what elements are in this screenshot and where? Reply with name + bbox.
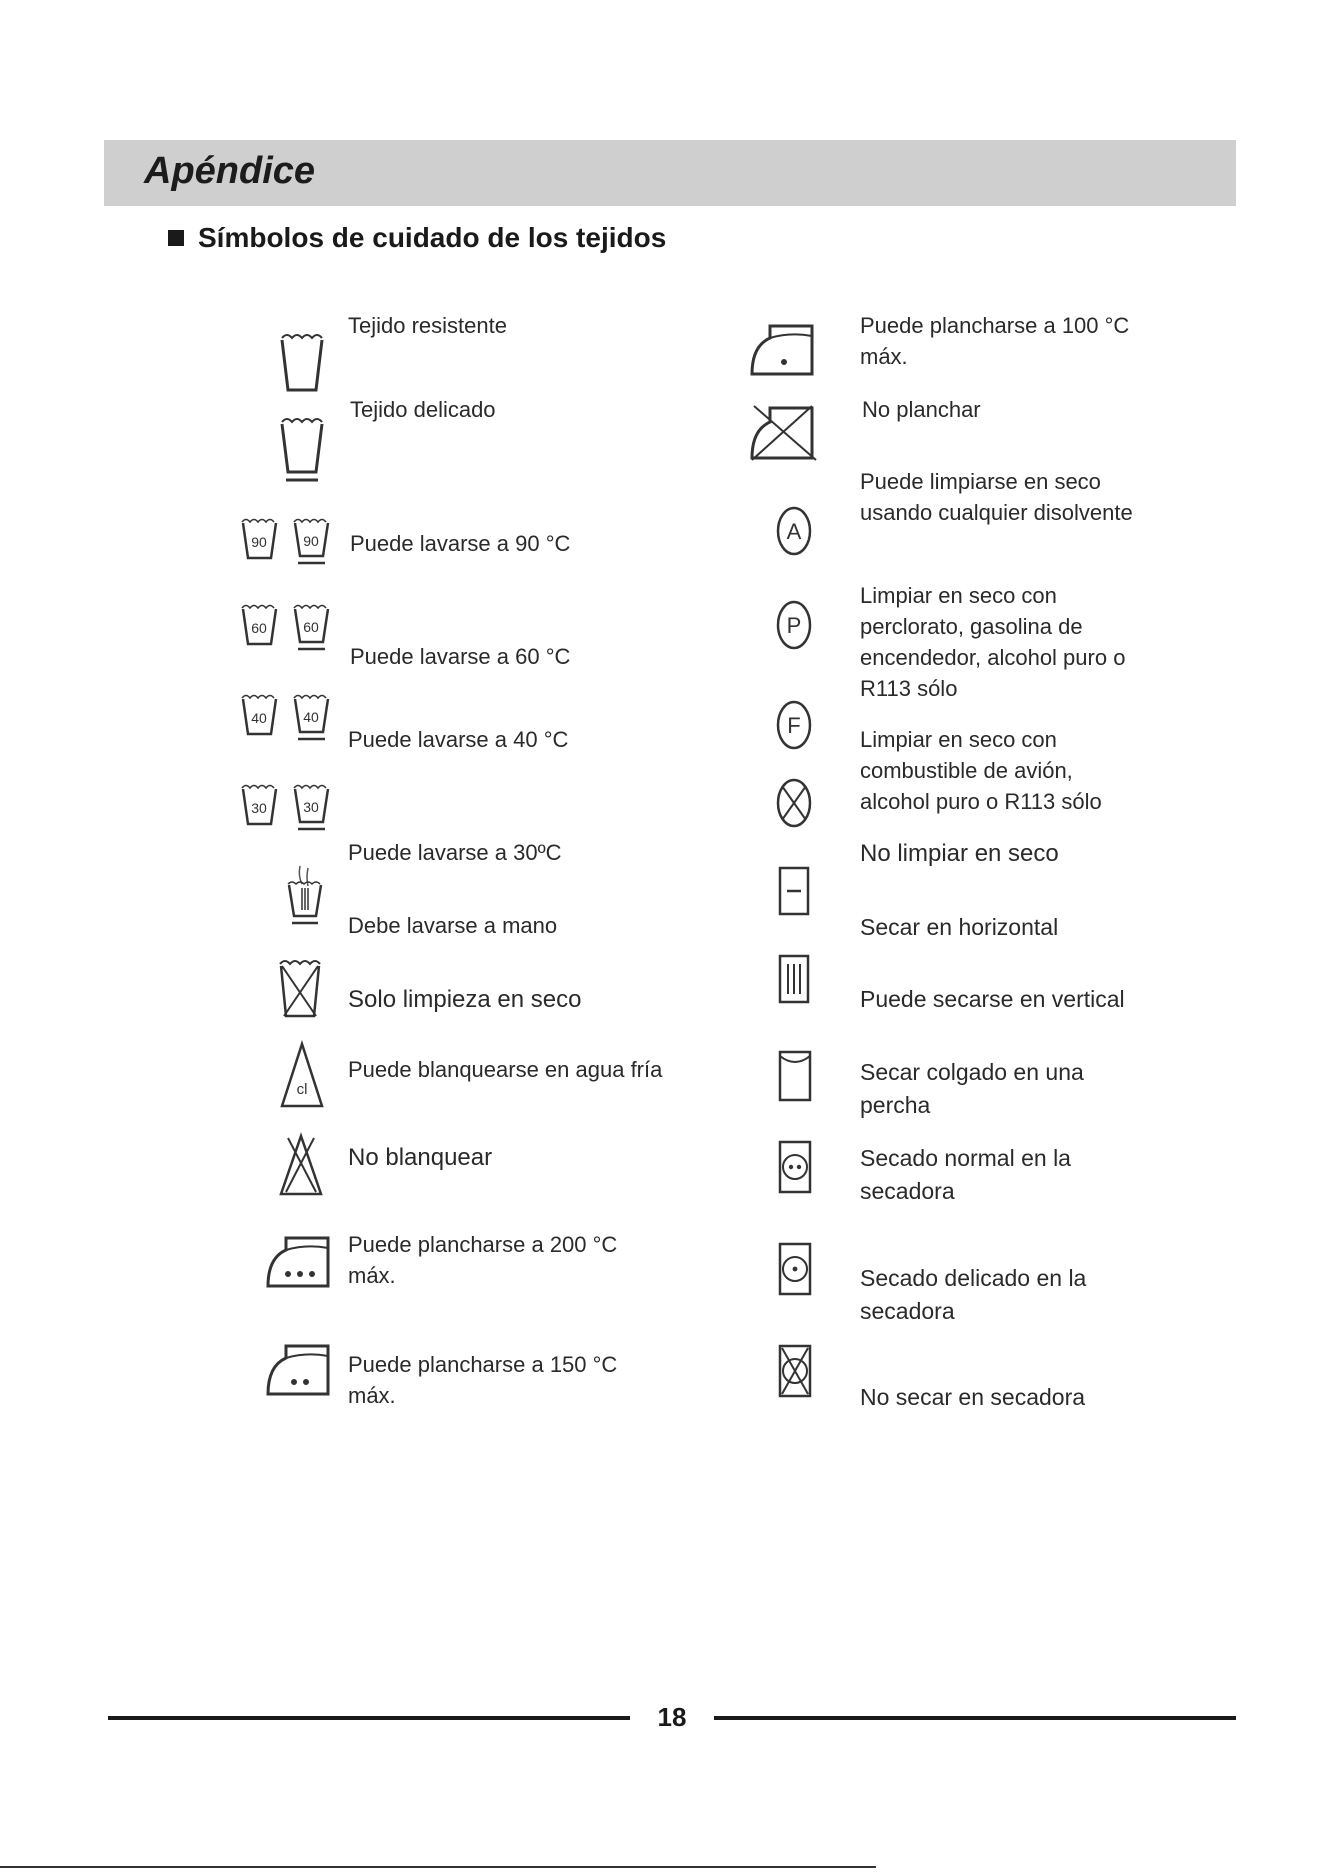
svg-text:90: 90 xyxy=(303,533,319,549)
tumble-dry-normal-icon xyxy=(778,1140,812,1194)
wash-90-icon xyxy=(240,518,340,566)
svg-text:cl: cl xyxy=(296,1081,308,1098)
drip-dry-icon xyxy=(778,954,810,1004)
wash-tub-icon xyxy=(280,334,324,394)
tumble-dry-delicate-icon xyxy=(778,1242,812,1296)
label-lavar-30: Puede lavarse a 30ºC xyxy=(348,840,562,865)
label-planchar-100: Puede plancharse a 100 °C máx. xyxy=(860,313,1130,369)
svg-text:60: 60 xyxy=(303,619,319,635)
svg-text:A: A xyxy=(786,519,802,544)
label-limpiar-seco-avion: Limpiar en seco con combustible de avión, alcohol puro o R113 sólo xyxy=(860,727,1102,814)
svg-text:30: 30 xyxy=(251,800,267,816)
section-title: Símbolos de cuidado de los tejidos xyxy=(198,222,667,253)
no-dry-clean-icon xyxy=(776,778,812,828)
dry-clean-p-icon xyxy=(776,600,812,650)
label-limpiar-seco-cualquier: Puede limpiarse en seco usando cualquier disolvente xyxy=(860,469,1133,525)
page-title: Apéndice xyxy=(144,150,316,192)
line-dry-icon xyxy=(778,1050,812,1102)
label-tejido-resistente: Tejido resistente xyxy=(348,313,507,338)
label-planchar-150: Puede plancharse a 150 °C máx. xyxy=(348,1352,618,1408)
label-tejido-delicado: Tejido delicado xyxy=(350,397,496,422)
svg-text:90: 90 xyxy=(251,534,267,550)
label-lavar-mano: Debe lavarse a mano xyxy=(348,913,558,938)
label-lavar-60: Puede lavarse a 60 °C xyxy=(350,644,571,669)
label-blanquear: Puede blanquearse en agua fría xyxy=(348,1057,663,1082)
footer-rule-right xyxy=(714,1716,1236,1720)
header-bar xyxy=(104,140,1236,206)
svg-text:F: F xyxy=(787,713,801,738)
label-secar-vertical: Puede secarse en vertical xyxy=(860,986,1125,1012)
svg-text:60: 60 xyxy=(251,620,267,636)
label-secado-normal: Secado normal en la secadora xyxy=(860,1145,1071,1204)
dry-clean-f-icon xyxy=(776,700,812,750)
bottom-edge-rule xyxy=(0,1866,876,1868)
label-planchar-200: Puede plancharse a 200 °C máx. xyxy=(348,1232,618,1288)
label-secar-horizontal: Secar en horizontal xyxy=(860,914,1059,940)
label-secar-percha: Secar colgado en una percha xyxy=(860,1059,1084,1118)
iron-100-icon xyxy=(750,322,816,376)
svg-text:P: P xyxy=(786,613,802,638)
no-tumble-dry-icon xyxy=(778,1344,812,1398)
bleach-triangle-icon xyxy=(280,1042,324,1108)
label-no-limpiar-seco: No limpiar en seco xyxy=(860,840,1059,867)
label-secado-delicado: Secado delicado en la secadora xyxy=(860,1265,1087,1324)
label-solo-limpieza-seco: Solo limpieza en seco xyxy=(348,986,582,1013)
svg-text:40: 40 xyxy=(303,709,319,725)
dry-flat-icon xyxy=(778,866,810,916)
label-no-blanquear: No blanquear xyxy=(348,1144,493,1171)
no-wash-icon xyxy=(278,960,322,1020)
square-bullet-icon xyxy=(168,230,184,246)
page-number: 18 xyxy=(657,1702,687,1732)
label-limpiar-seco-perclorato: Limpiar en seco con perclorato, gasolina de encendedor, alcohol puro o R113 sólo xyxy=(860,583,1126,701)
footer-rule-left xyxy=(108,1716,630,1720)
label-no-secar-secadora: No secar en secadora xyxy=(860,1384,1086,1410)
iron-200-icon xyxy=(266,1234,332,1288)
label-lavar-40: Puede lavarse a 40 °C xyxy=(348,727,569,752)
wash-60-icon xyxy=(240,604,340,652)
hand-wash-icon xyxy=(286,866,326,926)
wash-40-icon xyxy=(240,694,340,742)
no-bleach-icon xyxy=(278,1132,324,1196)
label-lavar-90: Puede lavarse a 90 °C xyxy=(350,531,571,556)
dry-clean-a-icon xyxy=(776,506,812,556)
wash-30-icon xyxy=(240,784,340,832)
no-iron-icon xyxy=(750,404,816,462)
svg-text:30: 30 xyxy=(303,799,319,815)
label-no-planchar: No planchar xyxy=(862,397,981,422)
iron-150-icon xyxy=(266,1342,332,1396)
wash-delicate-icon xyxy=(280,418,324,484)
section-heading xyxy=(168,222,666,254)
svg-text:40: 40 xyxy=(251,710,267,726)
